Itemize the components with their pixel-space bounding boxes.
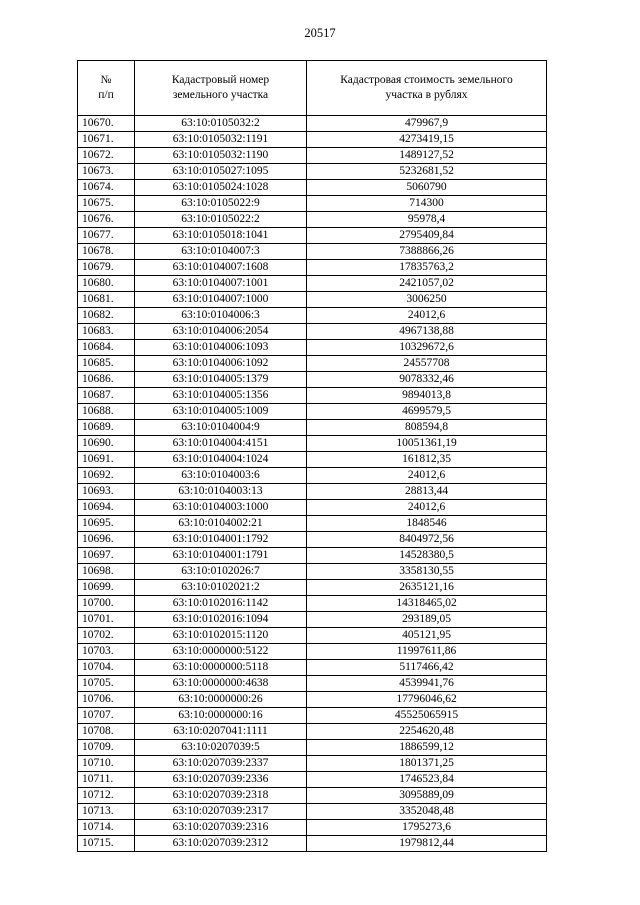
cadastral-number: 63:10:0102016:1094: [135, 612, 307, 628]
row-number: 10680.: [78, 276, 135, 292]
cadastral-cost: 1886599,12: [307, 740, 547, 756]
row-number: 10674.: [78, 180, 135, 196]
row-number: 10675.: [78, 196, 135, 212]
cadastral-number: 63:10:0105024:1028: [135, 180, 307, 196]
table-row: [78, 596, 547, 612]
table-row: [78, 820, 547, 836]
row-number: 10693.: [78, 484, 135, 500]
row-number: 10678.: [78, 244, 135, 260]
cadastral-cost: 17835763,2: [307, 260, 547, 276]
cadastral-cost: 4539941,76: [307, 676, 547, 692]
cadastral-cost: 95978,4: [307, 212, 547, 228]
row-number: 10708.: [78, 724, 135, 740]
cadastral-cost: 11997611,86: [307, 644, 547, 660]
cadastral-number: 63:10:0104003:13: [135, 484, 307, 500]
cadastral-table: [77, 60, 547, 852]
row-number: 10706.: [78, 692, 135, 708]
table-row: [78, 484, 547, 500]
cadastral-number: 63:10:0207039:2337: [135, 756, 307, 772]
cadastral-number: 63:10:0104006:3: [135, 308, 307, 324]
cadastral-number: 63:10:0105032:2: [135, 116, 307, 132]
cadastral-cost: 1746523,84: [307, 772, 547, 788]
row-number: 10676.: [78, 212, 135, 228]
row-number: 10681.: [78, 292, 135, 308]
table-row: [78, 292, 547, 308]
cadastral-cost: 2421057,02: [307, 276, 547, 292]
table-row: [78, 148, 547, 164]
row-number: 10691.: [78, 452, 135, 468]
table-header-row: [78, 61, 547, 116]
header-cadastral-line1: Кадастровый номер: [171, 74, 270, 86]
row-number: 10711.: [78, 772, 135, 788]
row-number: 10700.: [78, 596, 135, 612]
table-row: [78, 500, 547, 516]
cadastral-number: 63:10:0104001:1791: [135, 548, 307, 564]
table-row: [78, 580, 547, 596]
row-number: 10692.: [78, 468, 135, 484]
cadastral-number: 63:10:0000000:16: [135, 708, 307, 724]
cadastral-number: 63:10:0105022:2: [135, 212, 307, 228]
cadastral-number: 63:10:0104004:1024: [135, 452, 307, 468]
cadastral-number: 63:10:0104007:3: [135, 244, 307, 260]
table-row: [78, 564, 547, 580]
table-row: [78, 692, 547, 708]
cadastral-number: 63:10:0207039:2336: [135, 772, 307, 788]
cadastral-cost: 479967,9: [307, 116, 547, 132]
row-number: 10695.: [78, 516, 135, 532]
cadastral-cost: 14528380,5: [307, 548, 547, 564]
table-row: [78, 724, 547, 740]
row-number: 10688.: [78, 404, 135, 420]
cadastral-cost: 9894013,8: [307, 388, 547, 404]
row-number: 10694.: [78, 500, 135, 516]
cadastral-cost: 10329672,6: [307, 340, 547, 356]
cadastral-number: 63:10:0104005:1379: [135, 372, 307, 388]
table-row: [78, 132, 547, 148]
row-number: 10687.: [78, 388, 135, 404]
row-number: 10702.: [78, 628, 135, 644]
table-row: [78, 772, 547, 788]
table-row: [78, 404, 547, 420]
header-cost-line2: участка в рублях: [385, 89, 468, 101]
table-row: [78, 788, 547, 804]
cadastral-cost: 2635121,16: [307, 580, 547, 596]
row-number: 10709.: [78, 740, 135, 756]
table-row: [78, 676, 547, 692]
cadastral-cost: 1795273,6: [307, 820, 547, 836]
cadastral-number: 63:10:0104003:1000: [135, 500, 307, 516]
table-row: [78, 228, 547, 244]
table-row: [78, 276, 547, 292]
cadastral-cost: 3006250: [307, 292, 547, 308]
table-row: [78, 708, 547, 724]
cadastral-number: 63:10:0105032:1191: [135, 132, 307, 148]
row-number: 10684.: [78, 340, 135, 356]
cadastral-number: 63:10:0000000:5122: [135, 644, 307, 660]
table-row: [78, 644, 547, 660]
cadastral-number: 63:10:0105027:1095: [135, 164, 307, 180]
cadastral-cost: 1801371,25: [307, 756, 547, 772]
header-cadastral-line2: земельного участка: [172, 89, 269, 101]
table-row: [78, 340, 547, 356]
cadastral-number: 63:10:0000000:4638: [135, 676, 307, 692]
cadastral-cost: 24012,6: [307, 500, 547, 516]
table-row: [78, 804, 547, 820]
cadastral-number: 63:10:0102015:1120: [135, 628, 307, 644]
cadastral-cost: 4967138,88: [307, 324, 547, 340]
table-row: [78, 612, 547, 628]
table-row: [78, 628, 547, 644]
row-number: 10710.: [78, 756, 135, 772]
page-number: 20517: [304, 26, 336, 40]
row-number: 10703.: [78, 644, 135, 660]
table-row: [78, 372, 547, 388]
row-number: 10715.: [78, 836, 135, 852]
row-number: 10686.: [78, 372, 135, 388]
cadastral-cost: 24557708: [307, 356, 547, 372]
cadastral-number: 63:10:0104001:1792: [135, 532, 307, 548]
cadastral-cost: 9078332,46: [307, 372, 547, 388]
header-number-line1: №: [100, 74, 112, 86]
table-row: [78, 212, 547, 228]
table-row: [78, 836, 547, 852]
cadastral-number: 63:10:0104002:21: [135, 516, 307, 532]
table-row: [78, 548, 547, 564]
table-row: [78, 436, 547, 452]
cadastral-cost: 4273419,15: [307, 132, 547, 148]
cadastral-cost: 10051361,19: [307, 436, 547, 452]
cadastral-cost: 28813,44: [307, 484, 547, 500]
cadastral-number: 63:10:0207039:2312: [135, 836, 307, 852]
table-row: [78, 308, 547, 324]
header-cost-line1: Кадастровая стоимость земельного: [340, 74, 513, 86]
cadastral-cost: 808594,8: [307, 420, 547, 436]
cadastral-number: 63:10:0102021:2: [135, 580, 307, 596]
cadastral-number: 63:10:0105032:1190: [135, 148, 307, 164]
row-number: 10713.: [78, 804, 135, 820]
cadastral-number: 63:10:0104007:1001: [135, 276, 307, 292]
row-number: 10701.: [78, 612, 135, 628]
cadastral-number: 63:10:0000000:26: [135, 692, 307, 708]
cadastral-number: 63:10:0104005:1356: [135, 388, 307, 404]
cadastral-cost: 1979812,44: [307, 836, 547, 852]
cadastral-number: 63:10:0104007:1000: [135, 292, 307, 308]
cadastral-number: 63:10:0104003:6: [135, 468, 307, 484]
cadastral-number: 63:10:0104006:1093: [135, 340, 307, 356]
cadastral-number: 63:10:0104005:1009: [135, 404, 307, 420]
cadastral-cost: 24012,6: [307, 468, 547, 484]
cadastral-number: 63:10:0104004:4151: [135, 436, 307, 452]
cadastral-cost: 5060790: [307, 180, 547, 196]
row-number: 10671.: [78, 132, 135, 148]
row-number: 10712.: [78, 788, 135, 804]
cadastral-cost: 5232681,52: [307, 164, 547, 180]
header-cadastral-number: [135, 61, 307, 116]
row-number: 10690.: [78, 436, 135, 452]
table-row: [78, 740, 547, 756]
table-row: [78, 516, 547, 532]
row-number: 10697.: [78, 548, 135, 564]
table-row: [78, 116, 547, 132]
table-row: [78, 388, 547, 404]
cadastral-cost: 3352048,48: [307, 804, 547, 820]
table-row: [78, 468, 547, 484]
cadastral-number: 63:10:0104004:9: [135, 420, 307, 436]
row-number: 10698.: [78, 564, 135, 580]
cadastral-cost: 1848546: [307, 516, 547, 532]
cadastral-cost: 161812,35: [307, 452, 547, 468]
row-number: 10670.: [78, 116, 135, 132]
row-number: 10683.: [78, 324, 135, 340]
cadastral-number: 63:10:0207039:5: [135, 740, 307, 756]
cadastral-number: 63:10:0207041:1111: [135, 724, 307, 740]
table-row: [78, 324, 547, 340]
cadastral-cost: 1489127,52: [307, 148, 547, 164]
row-number: 10705.: [78, 676, 135, 692]
row-number: 10685.: [78, 356, 135, 372]
cadastral-number: 63:10:0207039:2318: [135, 788, 307, 804]
cadastral-cost: 714300: [307, 196, 547, 212]
cadastral-number: 63:10:0207039:2317: [135, 804, 307, 820]
table-row: [78, 260, 547, 276]
row-number: 10714.: [78, 820, 135, 836]
cadastral-number: 63:10:0207039:2316: [135, 820, 307, 836]
cadastral-number: 63:10:0102026:7: [135, 564, 307, 580]
table-body: [78, 116, 547, 852]
cadastral-cost: 7388866,26: [307, 244, 547, 260]
cadastral-number: 63:10:0105022:9: [135, 196, 307, 212]
cadastral-cost: 8404972,56: [307, 532, 547, 548]
cadastral-number: 63:10:0000000:5118: [135, 660, 307, 676]
cadastral-number: 63:10:0104006:1092: [135, 356, 307, 372]
cadastral-cost: 4699579,5: [307, 404, 547, 420]
row-number: 10699.: [78, 580, 135, 596]
table-row: [78, 196, 547, 212]
cadastral-number: 63:10:0104007:1608: [135, 260, 307, 276]
row-number: 10673.: [78, 164, 135, 180]
table-row: [78, 660, 547, 676]
cadastral-cost: 2254620,48: [307, 724, 547, 740]
row-number: 10696.: [78, 532, 135, 548]
table-row: [78, 756, 547, 772]
cadastral-cost: 405121,95: [307, 628, 547, 644]
table-row: [78, 244, 547, 260]
cadastral-cost: 24012,6: [307, 308, 547, 324]
cadastral-cost: 2795409,84: [307, 228, 547, 244]
cadastral-number: 63:10:0105018:1041: [135, 228, 307, 244]
cadastral-cost: 45525065915: [307, 708, 547, 724]
table-row: [78, 164, 547, 180]
cadastral-cost: 3358130,55: [307, 564, 547, 580]
header-cadastral-cost: [307, 61, 547, 116]
cadastral-cost: 293189,05: [307, 612, 547, 628]
table-row: [78, 420, 547, 436]
table-row: [78, 180, 547, 196]
row-number: 10704.: [78, 660, 135, 676]
cadastral-number: 63:10:0104006:2054: [135, 324, 307, 340]
row-number: 10677.: [78, 228, 135, 244]
table-row: [78, 356, 547, 372]
cadastral-cost: 3095889,09: [307, 788, 547, 804]
header-number: [78, 61, 135, 116]
row-number: 10707.: [78, 708, 135, 724]
cadastral-cost: 17796046,62: [307, 692, 547, 708]
row-number: 10672.: [78, 148, 135, 164]
row-number: 10679.: [78, 260, 135, 276]
cadastral-cost: 14318465,02: [307, 596, 547, 612]
table-row: [78, 452, 547, 468]
cadastral-number: 63:10:0102016:1142: [135, 596, 307, 612]
header-number-line2: п/п: [98, 89, 114, 101]
cadastral-cost: 5117466,42: [307, 660, 547, 676]
row-number: 10682.: [78, 308, 135, 324]
row-number: 10689.: [78, 420, 135, 436]
table-row: [78, 532, 547, 548]
